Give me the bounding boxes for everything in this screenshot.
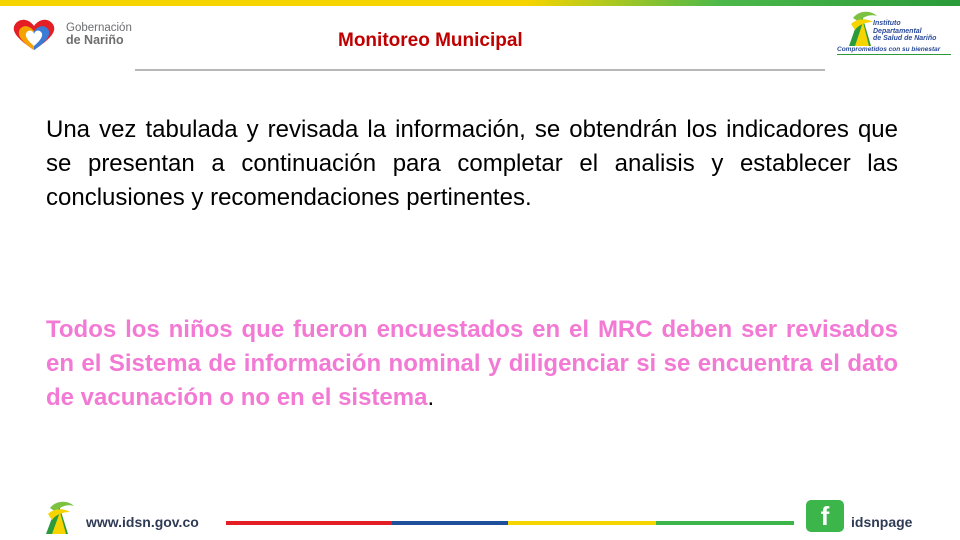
highlight-paragraph xyxy=(46,313,898,415)
facebook-icon-letter: f xyxy=(820,501,830,531)
top-color-bar xyxy=(0,0,960,6)
footer-line-yellow xyxy=(508,521,656,525)
idsn-footer-emblem-icon xyxy=(42,496,80,536)
website-link[interactable]: www.idsn.gov.co xyxy=(86,514,199,530)
title-divider xyxy=(135,69,825,71)
footer-line-blue xyxy=(392,521,508,525)
intro-paragraph: Una vez tabulada y revisada la información, se obtendrán los indicadores que se presentan a continuación para completar el analisis y establecer las conclusiones y recomendaciones pertinentes. xyxy=(46,116,898,211)
idsn-logo-line2: Departamental xyxy=(873,27,922,35)
idsn-logo-line1: Instituto xyxy=(873,20,901,27)
idsn-logo-text xyxy=(873,20,936,43)
idsn-logo-underline xyxy=(837,54,951,55)
footer-line-red xyxy=(226,521,392,525)
gobernacion-narino-logo xyxy=(10,18,145,52)
idsn-logo xyxy=(835,8,953,56)
facebook-page-link[interactable]: idsnpage xyxy=(851,514,913,530)
gobernacion-logo-line2: de Nariño xyxy=(66,33,124,47)
gobernacion-logo-text xyxy=(66,22,132,46)
footer-line-green xyxy=(656,521,794,525)
idsn-logo-line3: de Salud de Nariño xyxy=(873,35,937,42)
facebook-icon[interactable] xyxy=(806,500,844,532)
idsn-logo-tagline: Comprometidos con su bienestar xyxy=(837,46,941,53)
gobernacion-logo-line1: Gobernación xyxy=(66,22,132,34)
highlight-paragraph-text: Todos los niños que fueron encuestados en el MRC deben ser revisados en el Sistema de información nominal y diligenciar si se encuentra el dato de vacunación o no en el sistema xyxy=(46,316,898,411)
heart-logo-icon xyxy=(10,18,58,52)
highlight-paragraph-period: . xyxy=(427,384,435,411)
page-title: Monitoreo Municipal xyxy=(338,30,523,51)
